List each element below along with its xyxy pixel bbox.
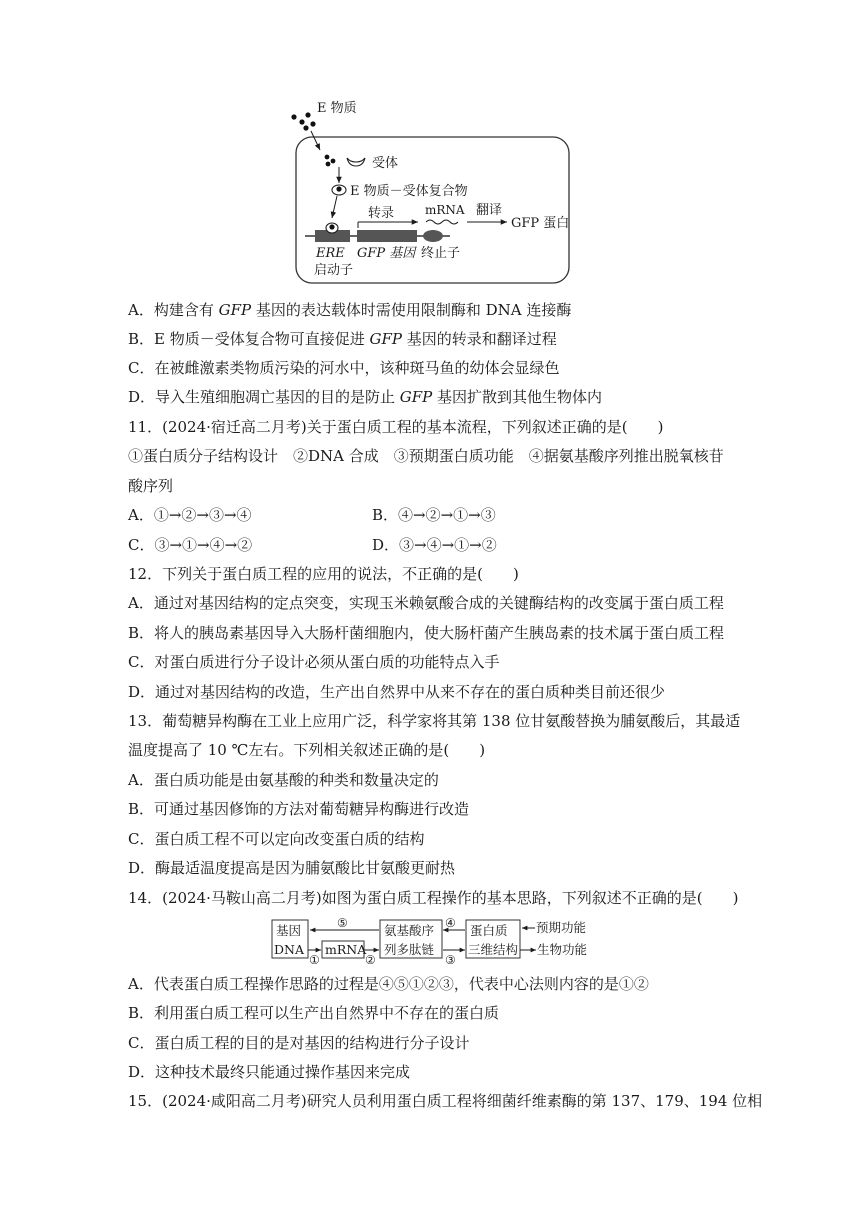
q11-items-line1: ①蛋白质分子结构设计 ②DNA 合成 ③预期蛋白质功能 ④据氨基酸序列推出脱氧核苷: [128, 447, 724, 465]
translation-label: 翻译: [476, 203, 503, 218]
terminator-label: 终止子: [421, 246, 461, 261]
q13-option-d: D．酶最适温度提高是因为脯氨酸比甘氨酸更耐热: [128, 859, 456, 877]
q12-option-d: D．通过对基因结构的改造，生产出自然界中从来不存在的蛋白质种类目前还很少: [128, 683, 666, 701]
q13-stem-line1: 13．葡萄糖异构酶在工业上应用广泛，科学家将其第 138 位甘氨酸替换为脯氨酸后，其最适: [128, 712, 741, 730]
transcription-label: 转录: [368, 206, 395, 221]
bio-function-label: 生物功能: [537, 942, 588, 957]
q14-stem: 14．(2024·马鞍山高二月考)如图为蛋白质工程操作的基本思路，下列叙述不正确的是( ): [128, 889, 739, 907]
q12-option-b: B．将人的胰岛素基因导入大肠杆菌细胞内，使大肠杆菌产生胰岛素的技术属于蛋白质工程: [128, 624, 725, 642]
complex-icon: [332, 185, 346, 195]
q13-option-b: B．可通过基因修饰的方法对葡萄糖异构酶进行改造: [128, 800, 470, 818]
protein-engineering-flow-diagram: [0, 914, 860, 964]
svg-text:氨基酸序: 氨基酸序: [384, 923, 435, 938]
q11-option-c: C．③→①→④→②: [128, 536, 253, 554]
svg-text:④: ④: [445, 916, 456, 930]
terminator-block: [423, 230, 443, 242]
e-substance-dots: [291, 112, 315, 130]
mrna-wave: [426, 220, 458, 224]
receptor-icon: [347, 158, 365, 166]
q13-option-a: A．蛋白质功能是由氨基酸的种类和数量决定的: [128, 771, 439, 789]
svg-text:②: ②: [365, 953, 376, 964]
q11-option-b: B．④→②→①→③: [372, 506, 496, 524]
gfp-protein-label: GFP 蛋白: [511, 216, 570, 231]
q10-option-a: A．构建含有 GFP 基因的表达载体时需使用限制酶和 DNA 连接酶: [128, 301, 572, 319]
svg-text:蛋白质: 蛋白质: [470, 923, 508, 938]
promoter-label: 启动子: [314, 263, 354, 278]
svg-text:DNA: DNA: [274, 942, 304, 957]
q13-stem-line2: 温度提高了 10 ℃左右。下列相关叙述正确的是( ): [128, 741, 486, 759]
ere-label: ERE: [316, 246, 345, 261]
svg-text:基因: 基因: [276, 923, 302, 938]
mrna-label: mRNA: [425, 203, 465, 217]
q11-items-line2: 酸序列: [128, 477, 174, 495]
receptor-label: 受体: [372, 156, 399, 171]
q15-stem: 15．(2024·咸阳高二月考)研究人员利用蛋白质工程将细菌纤维素酶的第 137、179、194 位相: [128, 1092, 763, 1110]
e-substance-label: E 物质: [317, 101, 357, 116]
q14-option-d: D．这种技术最终只能通过操作基因来完成: [128, 1063, 411, 1081]
svg-text:⑤: ⑤: [337, 916, 348, 930]
gfp-gene-label: GFP 基因: [357, 246, 416, 261]
q13-option-c: C．蛋白质工程不可以定向改变蛋白质的结构: [128, 830, 425, 848]
q11-stem: 11．(2024·宿迁高二月考)关于蛋白质工程的基本流程，下列叙述正确的是( ): [128, 418, 664, 436]
gfp-expression-diagram: [0, 0, 860, 300]
svg-text:mRNA: mRNA: [325, 942, 367, 957]
q12-option-c: C．对蛋白质进行分子设计必须从蛋白质的功能特点入手: [128, 653, 500, 671]
svg-text:列多肽链: 列多肽链: [384, 942, 435, 957]
q10-option-b: B．E 物质－受体复合物可直接促进 GFP 基因的转录和翻译过程: [128, 330, 557, 348]
q10-option-c: C．在被雌激素类物质污染的河水中，该种斑马鱼的幼体会显绿色: [128, 359, 560, 377]
gfp-gene-block: [357, 230, 417, 242]
complex-label: E 物质－受体复合物: [350, 184, 468, 199]
q11-option-d: D．③→④→①→②: [372, 536, 497, 554]
q14-option-a: A．代表蛋白质工程操作思路的过程是④⑤①②③，代表中心法则内容的是①②: [128, 975, 649, 993]
svg-text:①: ①: [309, 953, 320, 964]
q14-option-b: B．利用蛋白质工程可以生产出自然界中不存在的蛋白质: [128, 1004, 500, 1022]
q12-stem: 12．下列关于蛋白质工程的应用的说法，不正确的是( ): [128, 565, 519, 583]
q12-option-a: A．通过对基因结构的定点突变，实现玉米赖氨酸合成的关键酶结构的改变属于蛋白质工程: [128, 594, 724, 612]
q10-option-d: D．导入生殖细胞凋亡基因的目的是防止 GFP 基因扩散到其他生物体内: [128, 388, 603, 406]
svg-text:三维结构: 三维结构: [468, 942, 519, 957]
expected-function-label: 预期功能: [536, 920, 587, 935]
svg-text:③: ③: [445, 953, 456, 964]
q11-option-a: A．①→②→③→④: [128, 506, 252, 524]
q14-option-c: C．蛋白质工程的目的是对基因的结构进行分子设计: [128, 1034, 470, 1052]
